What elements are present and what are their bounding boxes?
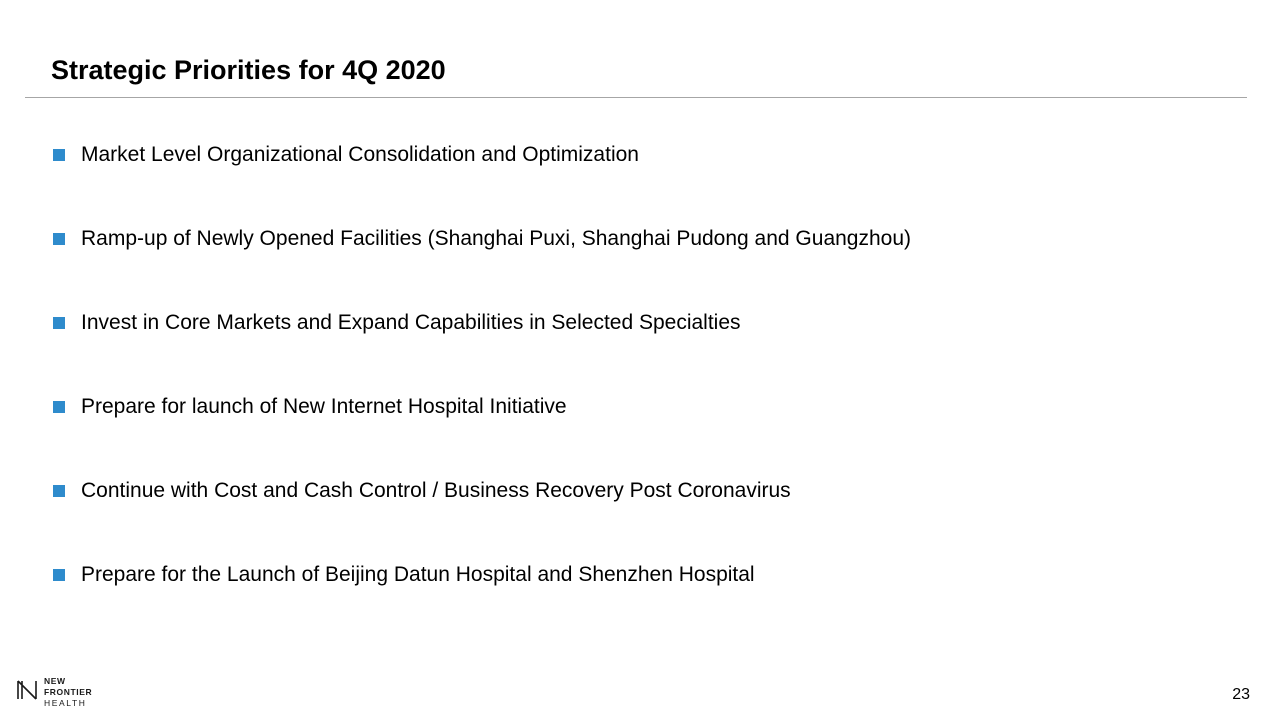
logo-wordmark <box>44 676 92 709</box>
logo-line-new: NEW <box>44 676 66 686</box>
list-item <box>53 560 755 590</box>
list-item <box>53 476 791 506</box>
list-item <box>53 308 741 338</box>
logo-line-frontier: FRONTIER <box>44 687 93 697</box>
square-bullet-icon <box>53 233 65 245</box>
page-number: 23 <box>1232 686 1250 703</box>
bullet-text: Prepare for launch of New Internet Hospital Initiative <box>81 395 567 418</box>
slide-title: Strategic Priorities for 4Q 2020 <box>51 55 446 85</box>
list-item <box>53 224 911 254</box>
bullet-text: Prepare for the Launch of Beijing Datun Hospital and Shenzhen Hospital <box>81 563 755 586</box>
list-item <box>53 140 639 170</box>
square-bullet-icon <box>53 149 65 161</box>
bullet-text: Invest in Core Markets and Expand Capabilities in Selected Specialties <box>81 311 741 334</box>
list-item <box>53 392 567 422</box>
square-bullet-icon <box>53 485 65 497</box>
bullet-text: Market Level Organizational Consolidation and Optimization <box>81 143 639 166</box>
square-bullet-icon <box>53 569 65 581</box>
square-bullet-icon <box>53 317 65 329</box>
bullet-text: Continue with Cost and Cash Control / Business Recovery Post Coronavirus <box>81 479 791 502</box>
logo-line-health: HEALTH <box>44 698 87 708</box>
square-bullet-icon <box>53 401 65 413</box>
bullet-text: Ramp-up of Newly Opened Facilities (Shanghai Puxi, Shanghai Pudong and Guangzhou) <box>81 227 912 250</box>
new-frontier-health-logo-icon <box>16 679 38 701</box>
company-logo <box>16 676 92 709</box>
